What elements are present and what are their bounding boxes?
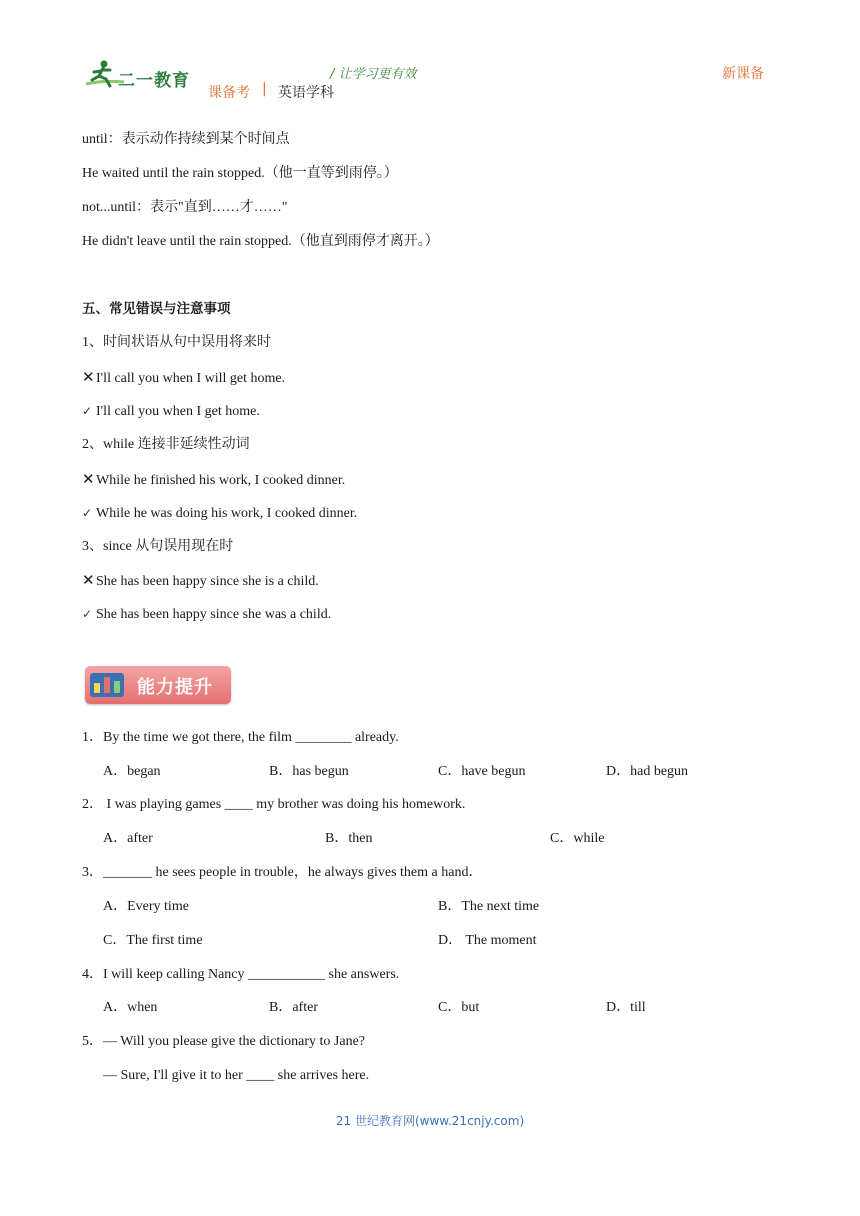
error-title-2: 2、while 连接非延续性动词 bbox=[82, 437, 250, 452]
option-3c: C．The first time bbox=[103, 933, 203, 948]
wrong-example-3: ✕She has been happy since she is a child. bbox=[82, 571, 319, 589]
subject-label: 英语学科 bbox=[278, 85, 334, 101]
option-4d: D．till bbox=[606, 1000, 646, 1015]
check-icon: ✓ bbox=[82, 404, 93, 418]
option-2a: A．after bbox=[103, 831, 153, 846]
x-icon: ✕ bbox=[82, 368, 95, 386]
right-example-3: ✓ She has been happy since she was a child. bbox=[82, 607, 332, 622]
check-icon: ✓ bbox=[82, 506, 93, 520]
option-3b: B．The next time bbox=[438, 899, 540, 914]
badge-label: 能力提升 bbox=[137, 677, 213, 698]
wrong-example-2: ✕While he finished his work, I cooked dinner. bbox=[82, 470, 346, 488]
wrong-example-1: ✕I'll call you when I will get home. bbox=[82, 368, 286, 386]
right-example-2: ✓ While he was doing his work, I cooked dinner. bbox=[82, 506, 358, 521]
brand-right: 新课备 bbox=[722, 66, 764, 82]
option-1c: C．have begun bbox=[438, 764, 526, 779]
x-icon: ✕ bbox=[82, 470, 95, 488]
question-4: 4．I will keep calling Nancy ___________ she answers. bbox=[82, 967, 400, 982]
footer-link[interactable]: 21 世纪教育网(www.21cnjy.com) bbox=[335, 1114, 525, 1128]
option-4c: C．but bbox=[438, 1000, 480, 1015]
option-2b: B．then bbox=[325, 831, 373, 846]
error-title-1: 1、时间状语从句中误用将来时 bbox=[82, 335, 271, 350]
option-2c: C．while bbox=[550, 831, 605, 846]
slogan: / 让学习更有效 bbox=[330, 67, 417, 82]
question-3: 3．_______ he sees people in trouble，he always gives them a hand． bbox=[82, 865, 483, 880]
notuntil-definition: not...until：表示"直到……才……" bbox=[82, 200, 288, 215]
check-icon: ✓ bbox=[82, 607, 93, 621]
header-separator: | bbox=[262, 81, 267, 97]
section-title: 五、常见错误与注意事项 bbox=[82, 301, 231, 317]
sub-left: 课备考 bbox=[208, 85, 250, 101]
question-5-reply: — Sure, I'll give it to her ____ she arrives here. bbox=[103, 1068, 370, 1083]
option-1d: D．had begun bbox=[606, 764, 689, 779]
option-4a: A．when bbox=[103, 1000, 158, 1015]
option-1a: A．began bbox=[103, 764, 161, 779]
x-icon: ✕ bbox=[82, 571, 95, 589]
bar-chart-icon bbox=[90, 673, 124, 697]
option-3d: D． The moment bbox=[438, 933, 537, 948]
right-example-1: ✓ I'll call you when I get home. bbox=[82, 404, 260, 419]
option-3a: A．Every time bbox=[103, 899, 189, 914]
until-example: He waited until the rain stopped.（他一直等到雨停。） bbox=[82, 166, 398, 181]
question-5: 5．— Will you please give the dictionary to Jane? bbox=[82, 1034, 365, 1049]
option-4b: B．after bbox=[269, 1000, 318, 1015]
question-2: 2． I was playing games ____ my brother was doing his homework. bbox=[82, 797, 466, 812]
error-title-3: 3、since 从句误用现在时 bbox=[82, 539, 234, 554]
question-1: 1．By the time we got there, the film ________ already. bbox=[82, 730, 399, 745]
logo-text: 二一教育 bbox=[118, 71, 190, 91]
ability-badge bbox=[85, 666, 231, 704]
until-definition: until：表示动作持续到某个时间点 bbox=[82, 132, 290, 147]
notuntil-example: He didn't leave until the rain stopped.（他直到雨停才离开。） bbox=[82, 234, 439, 249]
option-1b: B．has begun bbox=[269, 764, 349, 779]
